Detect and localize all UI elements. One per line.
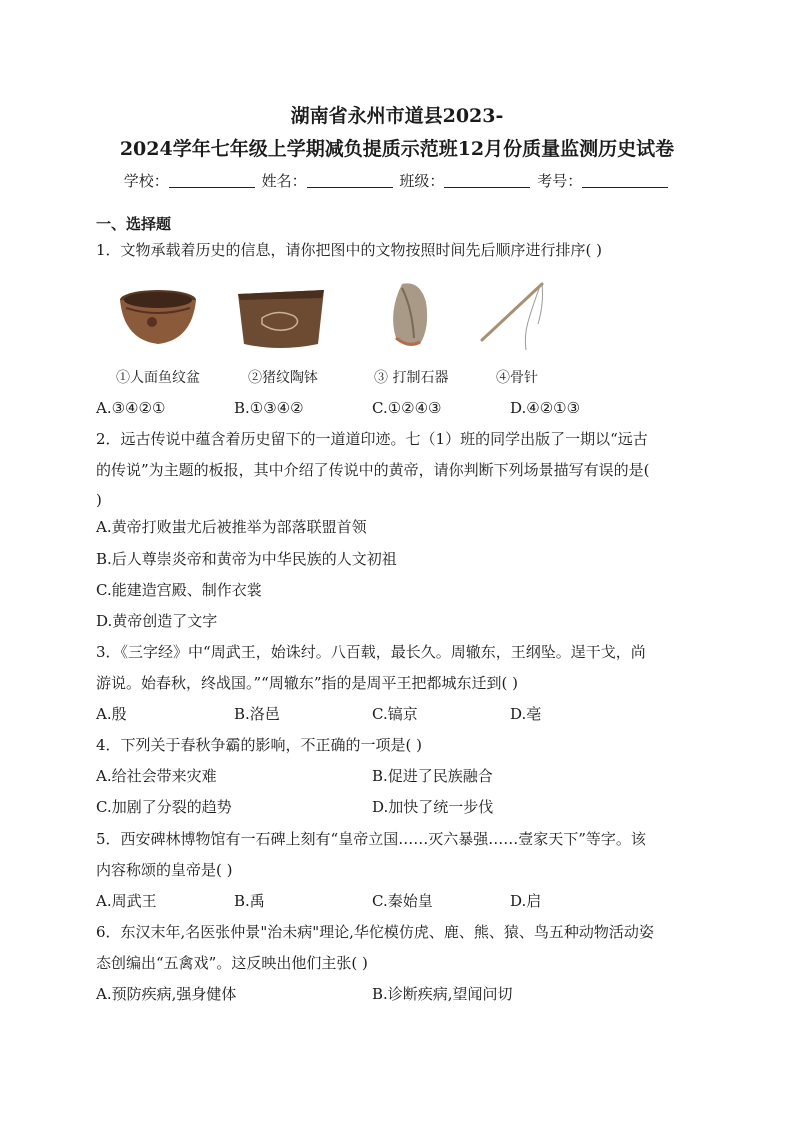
q2-option-c[interactable]: C.能建造宫殿、制作衣裳	[96, 581, 262, 599]
student-info-row	[0, 171, 794, 191]
q2-stem-line3: )	[96, 491, 102, 509]
q1-option-a[interactable]: A.③④②①	[96, 399, 166, 417]
q6-stem-line2: 态创编出“五禽戏”。这反映出他们主张( )	[96, 954, 368, 972]
q1-option-d[interactable]: D.④②①③	[510, 399, 581, 417]
stone-tool-image	[380, 278, 440, 360]
exam-title-line2: 2024学年七年级上学期减负提质示范班12月份质量监测历史试卷	[119, 138, 675, 160]
name-label: 姓名：	[261, 172, 307, 190]
q3-stem-line2: 游说。始春秋，终战国。”“周辙东”指的是周平王把都城东迁到( )	[96, 674, 518, 692]
bone-needle-image	[474, 278, 554, 360]
q5-option-c[interactable]: C.秦始皇	[372, 892, 433, 910]
q1-stem: 1．文物承载着历史的信息，请你把图中的文物按照时间先后顺序进行排序( )	[96, 241, 603, 259]
artifact-caption-4: ④骨针	[496, 370, 538, 386]
q2-option-b[interactable]: B.后人尊崇炎帝和黄帝为中华民族的人文初祖	[96, 550, 397, 568]
number-field[interactable]	[582, 171, 668, 188]
q5-option-a[interactable]: A.周武王	[96, 892, 157, 910]
q4-option-b[interactable]: B.促进了民族融合	[372, 767, 493, 785]
q4-option-a[interactable]: A.给社会带来灾难	[96, 767, 217, 785]
class-field[interactable]	[444, 171, 530, 188]
class-label: 班级：	[399, 172, 445, 190]
q5-option-d[interactable]: D.启	[510, 892, 542, 910]
q3-option-d[interactable]: D.亳	[510, 705, 542, 723]
q5-option-b[interactable]: B.禹	[234, 892, 265, 910]
q2-option-d[interactable]: D.黄帝创造了文字	[96, 612, 218, 630]
q4-option-c[interactable]: C.加剧了分裂的趋势	[96, 798, 232, 816]
q5-stem-line1: 5．西安碑林博物馆有一石碑上刻有“皇帝立国……灭六暴强……壹家天下”等字。该	[96, 830, 646, 848]
artifact-caption-3: ③ 打制石器	[374, 370, 449, 386]
q2-stem-line2: 的传说”为主题的板报，其中介绍了传说中的黄帝，请你判断下列场景描写有误的是(	[96, 461, 650, 479]
section-heading: 一、选择题	[96, 215, 172, 233]
name-field[interactable]	[307, 171, 393, 188]
q6-option-a[interactable]: A.预防疾病,强身健体	[96, 985, 237, 1003]
q3-option-b[interactable]: B.洛邑	[234, 705, 280, 723]
q2-stem-line1: 2．远古传说中蕴含着历史留下的一道道印迹。七（1）班的同学出版了一期以“远古	[96, 430, 648, 448]
artifact-caption-1: ①人面鱼纹盆	[116, 370, 200, 386]
q1-option-b[interactable]: B.①③④②	[234, 399, 304, 417]
q3-stem-line1: 3．《三字经》中“周武王，始诛纣。八百载，最长久。周辙东，王纲坠。逞干戈，尚	[96, 643, 646, 661]
pig-pattern-bowl-image	[232, 278, 330, 360]
q6-option-b[interactable]: B.诊断疾病,望闻问切	[372, 985, 513, 1003]
number-label: 考号：	[537, 172, 583, 190]
artifact-caption-2: ②猪纹陶钵	[248, 370, 318, 386]
q6-stem-line1: 6．东汉末年,名医张仲景"治未病"理论,华佗模仿虎、鹿、熊、猿、鸟五种动物活动姿	[96, 923, 654, 941]
exam-title-line1: 湖南省永州市道县2023-	[290, 105, 504, 127]
school-field[interactable]	[169, 171, 255, 188]
painted-basin-image	[112, 278, 204, 360]
q3-option-c[interactable]: C.镐京	[372, 705, 418, 723]
q3-option-a[interactable]: A.殷	[96, 705, 127, 723]
q4-option-d[interactable]: D.加快了统一步伐	[372, 798, 494, 816]
q2-option-a[interactable]: A.黄帝打败蚩尤后被推举为部落联盟首领	[96, 518, 367, 536]
q4-stem: 4．下列关于春秋争霸的影响，不正确的一项是( )	[96, 736, 423, 754]
q1-option-c[interactable]: C.①②④③	[372, 399, 442, 417]
q5-stem-line2: 内容称颂的皇帝是( )	[96, 861, 233, 879]
school-label: 学校：	[123, 172, 169, 190]
